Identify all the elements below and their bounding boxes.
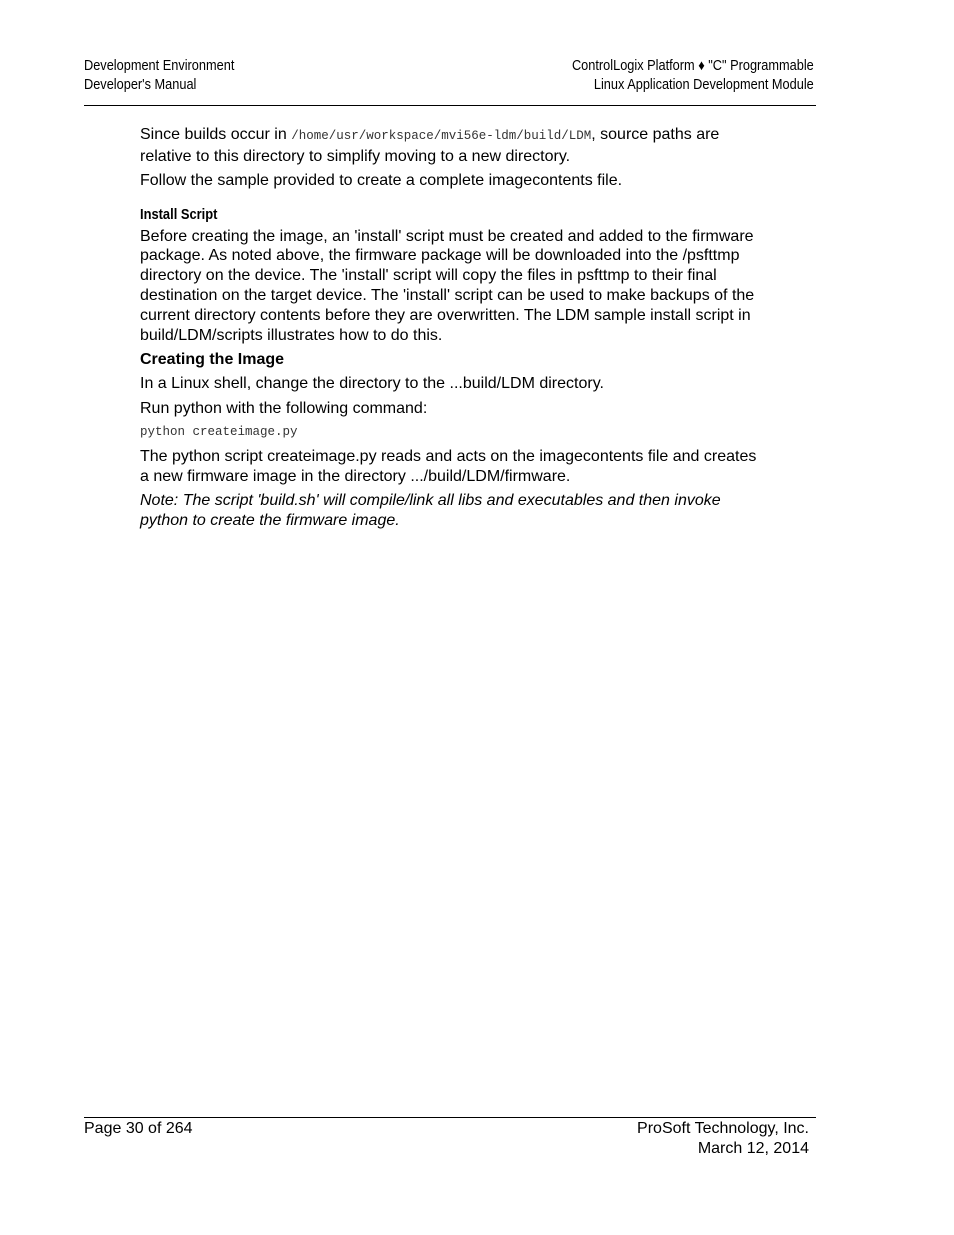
header-platform-title: ControlLogix Platform ♦ "C" Programmable	[572, 58, 814, 74]
header-rule	[84, 105, 816, 106]
install-script-heading: Install Script	[140, 205, 218, 223]
creating-image-heading: Creating the Image	[140, 350, 285, 368]
paragraph-install-script: Before creating the image, an 'install' script must be created and added to the firmware package. As noted above, the firmware package will be downloaded into the /psfttmp directory on the device. The 'install' script will copy the files in psfttmp to their final destination on the target device. The 'install' script can be used to make backups of the current directory contents before they are overwritten. The LDM sample install script in build/LDM/scripts illustrates how to do this.	[140, 227, 755, 344]
header-manual-title: Developer's Manual	[84, 77, 197, 93]
footer-right	[637, 1119, 809, 1159]
paragraph-linux-shell: In a Linux shell, change the directory to the ...build/LDM directory.	[140, 375, 604, 393]
header-section-title: Development Environment	[84, 58, 235, 74]
paragraph-run-python: Run python with the following command:	[140, 399, 428, 417]
page-number: Page 30 of 264	[84, 1120, 193, 1137]
paragraph-text: Since builds occur in	[140, 126, 292, 143]
page-content	[140, 125, 760, 535]
footer-rule	[84, 1117, 816, 1118]
header-right	[572, 57, 814, 95]
paragraph-text: , source paths are relative to this directory to simplify moving to a new directory.	[140, 126, 720, 165]
paragraph-build-path	[140, 125, 760, 167]
publication-date: March 12, 2014	[697, 1140, 809, 1157]
workspace-path: /home/usr/workspace/mvi56e-ldm/build/LDM	[291, 129, 592, 143]
paragraph-follow-sample: Follow the sample provided to create a complete imagecontents file.	[140, 172, 623, 190]
header-module-title: Linux Application Development Module	[594, 77, 814, 93]
python-command: python createimage.py	[140, 424, 298, 439]
header-left	[84, 57, 234, 95]
paragraph-createimage: The python script createimage.py reads and acts on the imagecontents file and creates a new firmware image in the directory .../build/LDM/firmware.	[140, 447, 757, 485]
note-build-script: Note: The script 'build.sh' will compile/link all libs and executables and then invoke python to create the firmware image.	[140, 491, 721, 529]
company-name: ProSoft Technology, Inc.	[637, 1120, 809, 1137]
